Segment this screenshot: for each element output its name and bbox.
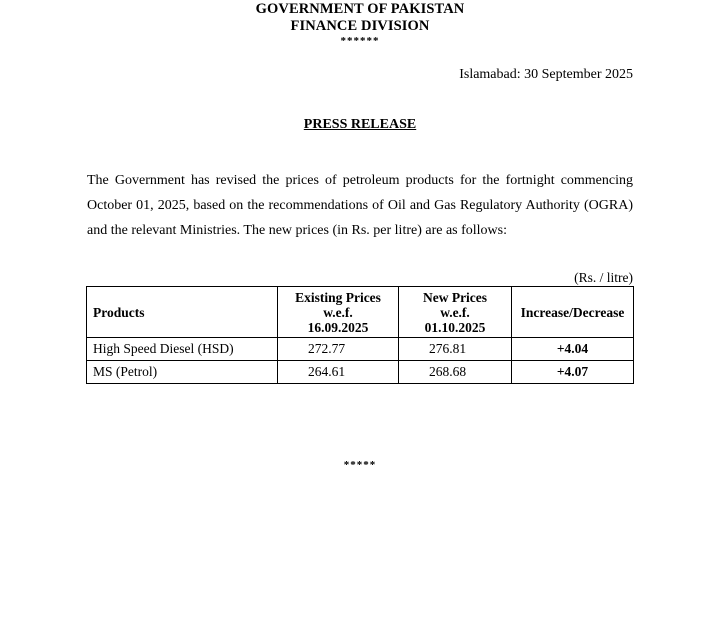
unit-note: (Rs. / litre): [574, 270, 633, 285]
new-price: 276.81: [399, 338, 512, 361]
table-header-row: [87, 287, 634, 338]
press-release-title: PRESS RELEASE: [303, 117, 417, 132]
header-existing-line3: 16.09.2025: [307, 319, 369, 335]
government-heading: GOVERNMENT OF PAKISTAN: [255, 1, 465, 17]
dateline: Islamabad: 30 September 2025: [459, 67, 633, 82]
price-change: +4.04: [512, 338, 634, 361]
header-products: Products: [87, 287, 278, 338]
product-name: High Speed Diesel (HSD): [87, 338, 278, 361]
new-price: 268.68: [399, 361, 512, 384]
header-separator: ******: [340, 35, 380, 47]
division-heading: FINANCE DIVISION: [290, 18, 430, 34]
header-new-line3: 01.10.2025: [424, 319, 486, 335]
price-table: [86, 286, 634, 384]
header-existing-prices: [278, 287, 399, 338]
header-existing-line1: Existing Prices: [295, 289, 381, 305]
body-paragraph: The Government has revised the prices of petroleum products for the fortnight commencing October 01, 2025, based on the recommendations of Oil and Gas Regulatory Authority (OGRA) and the relevant Ministries. The new prices (in Rs. per litre) are as follows:: [87, 173, 633, 238]
header-new-line2: w.e.f.: [440, 304, 470, 320]
existing-price: 264.61: [278, 361, 399, 384]
price-change: +4.07: [512, 361, 634, 384]
table-row: [87, 338, 634, 361]
header-new-prices: [399, 287, 512, 338]
header-increase-decrease: Increase/Decrease: [512, 287, 634, 338]
table-row: [87, 361, 634, 384]
existing-price: 272.77: [278, 338, 399, 361]
product-name: MS (Petrol): [87, 361, 278, 384]
footer-separator: *****: [343, 459, 377, 471]
header-new-line1: New Prices: [422, 289, 488, 305]
header-existing-line2: w.e.f.: [323, 304, 353, 320]
